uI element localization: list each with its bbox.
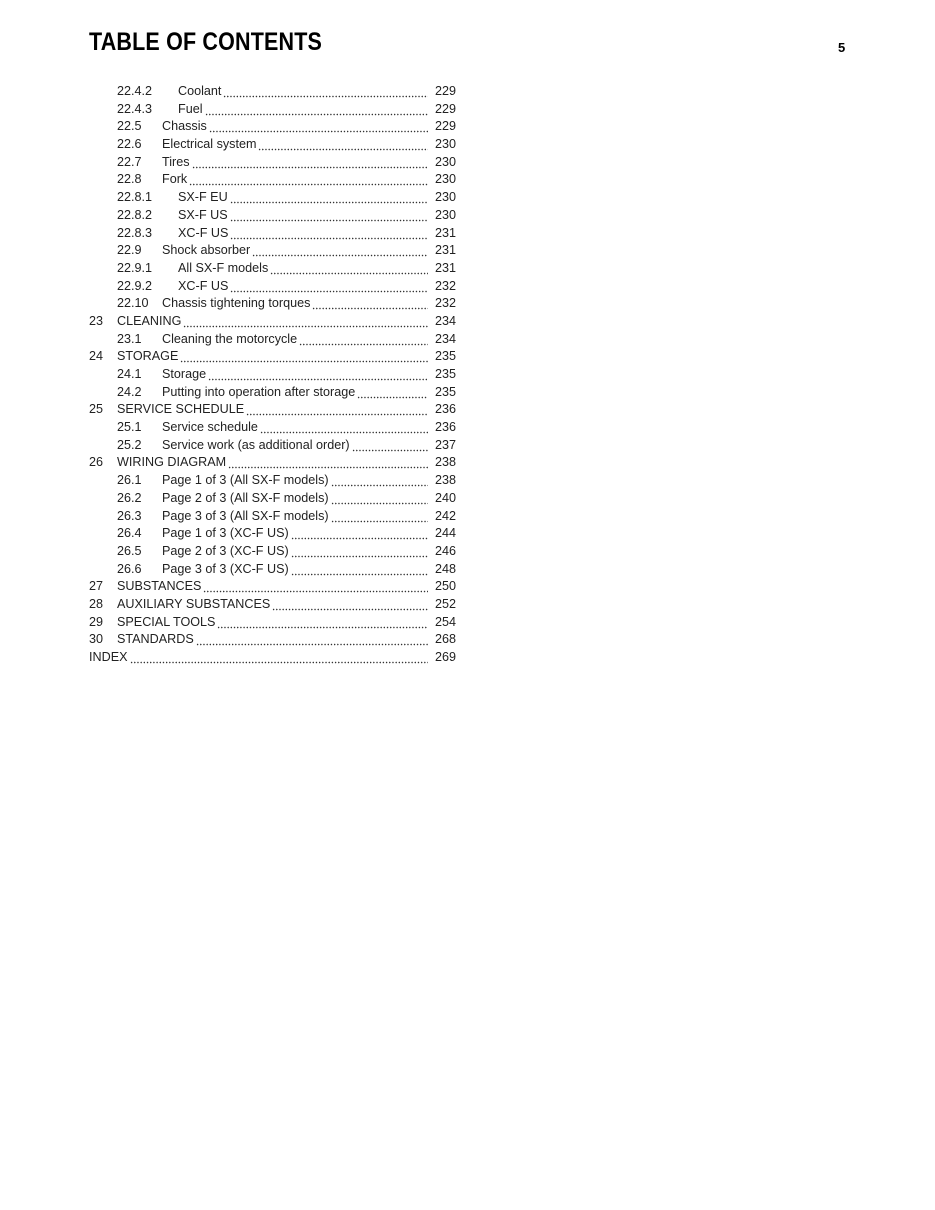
toc-entry-page: 248 — [434, 561, 456, 576]
toc-entry-title[interactable]: Chassis — [162, 118, 208, 136]
toc-entry-page: 230 — [434, 190, 456, 205]
toc-entry-number: 22.8.1 — [117, 190, 153, 205]
toc-entry-page: 231 — [434, 243, 456, 258]
toc-entry[interactable] — [89, 331, 456, 349]
dot-leader — [217, 614, 428, 632]
toc-entry-number: 22.9 — [117, 243, 142, 258]
toc-entry-page: 235 — [434, 367, 456, 381]
toc-entry[interactable] — [89, 118, 456, 136]
dot-leader — [130, 649, 429, 667]
toc-entry-number: 22.4.2 — [117, 84, 153, 98]
toc-entry-title[interactable]: SX-F EU — [178, 189, 229, 207]
toc-entry-number: 30 — [89, 632, 104, 647]
toc-entry[interactable] — [89, 472, 456, 490]
toc-entry-page: 235 — [434, 349, 456, 364]
dot-leader — [228, 454, 428, 472]
toc-entry-title[interactable]: Page 2 of 3 (XC-F US) — [162, 543, 290, 561]
toc-entry-page: 231 — [434, 260, 456, 275]
toc-entry-title[interactable]: INDEX — [89, 649, 129, 667]
toc-entry-page: 230 — [434, 137, 456, 152]
toc-entry-title[interactable]: Service work (as additional order) — [162, 437, 351, 455]
dot-leader — [331, 472, 428, 490]
toc-entry[interactable] — [89, 596, 456, 614]
toc-entry-page: 230 — [434, 207, 456, 222]
toc-entry-number: 22.4.3 — [117, 101, 153, 116]
toc-entry[interactable] — [89, 508, 456, 526]
toc-entry-page: 229 — [434, 84, 456, 98]
toc-entry-title[interactable]: All SX-F models — [178, 260, 269, 278]
toc-entry-page: 242 — [434, 508, 456, 523]
dot-leader — [223, 83, 428, 101]
toc-entry-title[interactable]: Chassis tightening torques — [162, 295, 311, 313]
toc-entry-title[interactable]: Fork — [162, 171, 188, 189]
toc-entry-number: 22.5 — [117, 119, 142, 134]
toc-entry[interactable] — [89, 437, 456, 455]
toc-entry-number: 25.1 — [117, 420, 142, 435]
dot-leader — [196, 631, 428, 649]
dot-leader — [291, 543, 428, 561]
toc-entry-title[interactable]: Page 1 of 3 (All SX-F models) — [162, 472, 330, 490]
dot-leader — [357, 384, 428, 402]
toc-entry-page: 234 — [434, 313, 456, 328]
toc-entry-number: 26.1 — [117, 473, 142, 488]
toc-entry-page: 234 — [434, 331, 456, 346]
toc-entry-number: 22.7 — [117, 154, 142, 169]
toc-entry-title[interactable]: AUXILIARY SUBSTANCES — [117, 596, 271, 614]
toc-entry-page: 250 — [434, 579, 456, 594]
toc-entry[interactable] — [89, 384, 456, 402]
toc-entry-title[interactable]: SUBSTANCES — [117, 578, 202, 596]
toc-entry[interactable] — [89, 490, 456, 508]
dot-leader — [312, 295, 428, 313]
toc-entry-title[interactable]: Page 2 of 3 (All SX-F models) — [162, 490, 330, 508]
dot-leader — [189, 171, 428, 189]
toc-entry-title[interactable]: Page 3 of 3 (All SX-F models) — [162, 508, 330, 526]
dot-leader — [230, 207, 428, 225]
dot-leader — [205, 101, 429, 119]
table-of-contents — [89, 83, 456, 667]
toc-entry-page: 236 — [434, 420, 456, 435]
toc-entry-page: 252 — [434, 596, 456, 611]
dot-leader — [352, 437, 428, 455]
dot-leader — [230, 189, 428, 207]
toc-entry[interactable] — [89, 278, 456, 296]
dot-leader — [260, 419, 428, 437]
toc-entry[interactable] — [89, 225, 456, 243]
toc-entry-number: 25.2 — [117, 437, 142, 452]
dot-leader — [331, 508, 428, 526]
toc-entry-number: 22.8 — [117, 172, 142, 187]
toc-entry-number: 28 — [89, 596, 104, 611]
toc-entry-number: 29 — [89, 614, 104, 629]
toc-entry[interactable] — [89, 295, 456, 313]
toc-entry[interactable] — [89, 454, 456, 472]
toc-entry-number: 27 — [89, 579, 104, 594]
dot-leader — [270, 260, 428, 278]
toc-entry[interactable] — [89, 631, 456, 649]
toc-entry[interactable] — [89, 649, 456, 667]
toc-entry[interactable] — [89, 561, 456, 579]
toc-entry-number: 22.10 — [117, 296, 149, 311]
dot-leader — [258, 136, 428, 154]
toc-entry-page: 229 — [434, 101, 456, 116]
dot-leader — [192, 154, 428, 172]
toc-entry-title[interactable]: Shock absorber — [162, 242, 251, 260]
toc-entry-title[interactable]: Page 3 of 3 (XC-F US) — [162, 561, 290, 579]
toc-entry[interactable] — [89, 207, 456, 225]
toc-entry-number: 23 — [89, 313, 104, 328]
toc-entry-title[interactable]: Coolant — [178, 83, 222, 101]
dot-leader — [230, 225, 428, 243]
toc-entry-number: 26.2 — [117, 490, 142, 505]
toc-entry[interactable] — [89, 366, 456, 384]
toc-entry-number: 23.1 — [117, 331, 142, 346]
toc-entry-page: 269 — [434, 650, 456, 664]
dot-leader — [291, 525, 428, 543]
toc-entry[interactable] — [89, 189, 456, 207]
toc-entry-page: 268 — [434, 632, 456, 647]
toc-entry-title[interactable]: SERVICE SCHEDULE — [117, 401, 245, 419]
toc-entry-title[interactable]: Service schedule — [162, 419, 259, 437]
toc-entry-page: 236 — [434, 402, 456, 417]
dot-leader — [252, 242, 428, 260]
page-number: 5 — [838, 40, 846, 55]
toc-entry-page: 237 — [434, 437, 456, 452]
toc-entry-title[interactable]: Cleaning the motorcycle — [162, 331, 298, 349]
toc-entry[interactable] — [89, 543, 456, 561]
toc-entry[interactable] — [89, 101, 456, 119]
toc-entry-title[interactable]: Page 1 of 3 (XC-F US) — [162, 525, 290, 543]
toc-entry-page: 254 — [434, 614, 456, 629]
toc-entry-number: 26 — [89, 455, 104, 470]
toc-entry[interactable] — [89, 242, 456, 260]
dot-leader — [183, 313, 428, 331]
dot-leader — [331, 490, 428, 508]
toc-entry-title[interactable]: Storage — [162, 366, 207, 384]
toc-entry-page: 232 — [434, 296, 456, 311]
toc-entry-title[interactable]: SX-F US — [178, 207, 229, 225]
toc-entry[interactable] — [89, 578, 456, 596]
toc-entry-number: 24.1 — [117, 367, 142, 381]
toc-entry-title[interactable]: WIRING DIAGRAM — [117, 454, 227, 472]
toc-entry-title[interactable]: STANDARDS — [117, 631, 195, 649]
toc-entry-number: 25 — [89, 402, 104, 417]
dot-leader — [208, 366, 428, 384]
toc-entry-page: 229 — [434, 119, 456, 134]
toc-entry-number: 24.2 — [117, 384, 142, 399]
toc-entry[interactable] — [89, 313, 456, 331]
toc-entry-title[interactable]: STORAGE — [117, 348, 179, 366]
toc-entry-number: 22.9.2 — [117, 278, 153, 293]
dot-leader — [246, 401, 428, 419]
toc-entry[interactable] — [89, 348, 456, 366]
toc-entry-number: 22.6 — [117, 137, 142, 152]
toc-entry-number: 26.4 — [117, 526, 142, 541]
toc-entry-number: 22.8.2 — [117, 207, 153, 222]
toc-entry-number: 22.9.1 — [117, 260, 153, 275]
toc-entry-title[interactable]: XC-F US — [178, 278, 229, 296]
toc-entry-number: 26.3 — [117, 508, 142, 523]
dot-leader — [180, 348, 428, 366]
toc-entry-number: 22.8.3 — [117, 225, 153, 240]
toc-entry-page: 232 — [434, 278, 456, 293]
toc-entry[interactable] — [89, 419, 456, 437]
toc-entry-title[interactable]: Tires — [162, 154, 191, 172]
toc-entry-page: 230 — [434, 172, 456, 187]
dot-leader — [203, 578, 428, 596]
toc-entry[interactable] — [89, 401, 456, 419]
toc-entry-page: 231 — [434, 225, 456, 240]
toc-entry-number: 26.6 — [117, 561, 142, 576]
toc-entry[interactable] — [89, 171, 456, 189]
toc-entry[interactable] — [89, 260, 456, 278]
dot-leader — [230, 278, 428, 296]
toc-entry-page: 235 — [434, 384, 456, 399]
dot-leader — [291, 561, 428, 579]
toc-entry[interactable] — [89, 136, 456, 154]
toc-entry[interactable] — [89, 525, 456, 543]
toc-entry-page: 238 — [434, 473, 456, 488]
toc-entry-number: 26.5 — [117, 543, 142, 558]
toc-entry[interactable] — [89, 614, 456, 632]
toc-entry-page: 230 — [434, 154, 456, 169]
toc-entry[interactable] — [89, 83, 456, 101]
toc-entry-title[interactable]: Putting into operation after storage — [162, 384, 356, 402]
toc-entry-page: 244 — [434, 526, 456, 541]
toc-entry-title[interactable]: XC-F US — [178, 225, 229, 243]
toc-entry-title[interactable]: Electrical system — [162, 136, 257, 154]
toc-entry-page: 238 — [434, 455, 456, 470]
toc-entry-number: 24 — [89, 349, 104, 364]
dot-leader — [209, 118, 428, 136]
toc-entry-page: 240 — [434, 490, 456, 505]
toc-entry-title[interactable]: CLEANING — [117, 313, 182, 331]
dot-leader — [299, 331, 428, 349]
page-title: TABLE OF CONTENTS — [89, 28, 323, 56]
dot-leader — [272, 596, 428, 614]
toc-entry-title[interactable]: SPECIAL TOOLS — [117, 614, 216, 632]
toc-entry-page: 246 — [434, 543, 456, 558]
toc-entry-title[interactable]: Fuel — [178, 101, 204, 119]
toc-entry[interactable] — [89, 154, 456, 172]
